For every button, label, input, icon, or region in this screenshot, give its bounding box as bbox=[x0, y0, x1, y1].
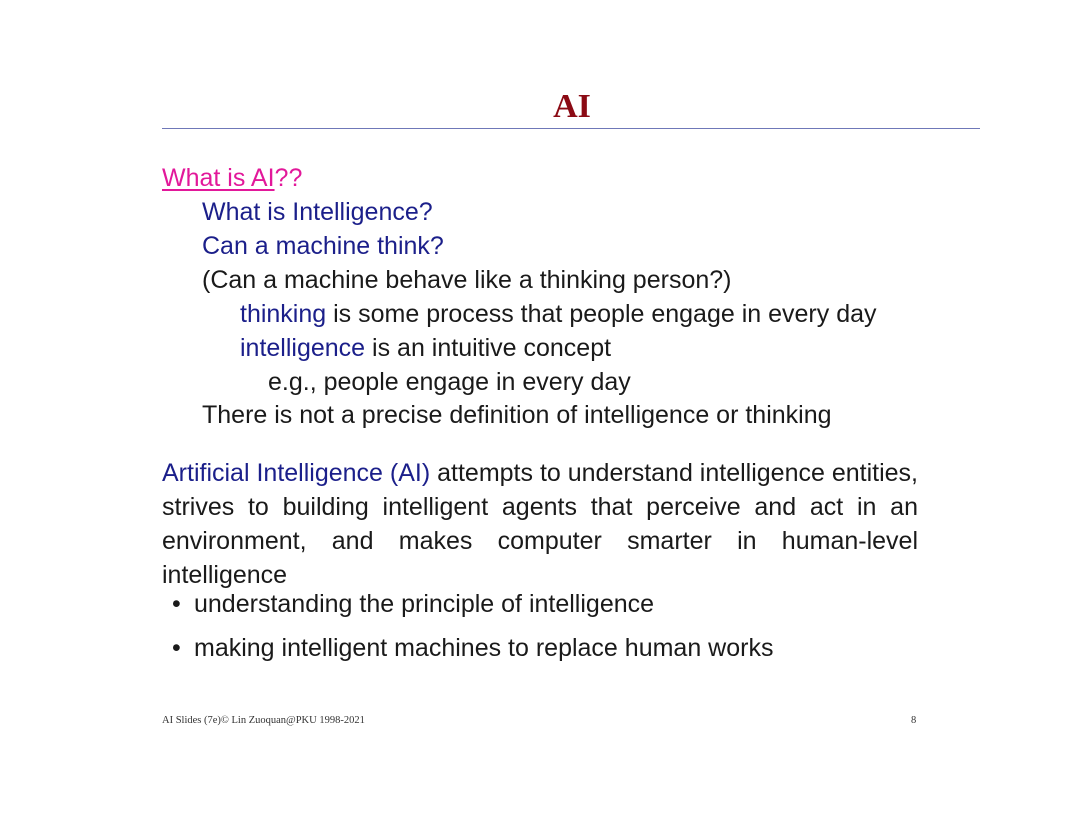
bullet-icon: • bbox=[172, 590, 181, 618]
term-artificial-intelligence: Artificial Intelligence (AI) bbox=[162, 459, 431, 487]
bullet-item bbox=[172, 589, 654, 619]
line-what-is-intelligence: What is Intelligence? bbox=[202, 198, 433, 226]
thinking-desc: is some process that people engage in every day bbox=[326, 300, 877, 328]
line-thinking bbox=[240, 299, 877, 329]
line-can-machine-think: Can a machine think? bbox=[202, 232, 444, 260]
term-intelligence: intelligence bbox=[240, 334, 366, 362]
line-no-precise-definition: There is not a precise definition of intelligence or thinking bbox=[202, 401, 832, 429]
bullet-item bbox=[172, 633, 773, 663]
page-number: 8 bbox=[911, 715, 917, 726]
line-behave-like-person: (Can a machine behave like a thinking person?) bbox=[202, 266, 732, 294]
bullet-text: making intelligent machines to replace human works bbox=[194, 634, 774, 662]
term-thinking: thinking bbox=[240, 300, 327, 328]
question-heading bbox=[162, 163, 302, 193]
bullet-icon: • bbox=[172, 634, 181, 662]
ai-definition-paragraph bbox=[162, 456, 918, 592]
title-divider bbox=[162, 128, 980, 129]
question-link[interactable]: What is AI bbox=[162, 164, 275, 192]
line-example: e.g., people engage in every day bbox=[268, 368, 631, 396]
slide-title: AI bbox=[553, 88, 591, 125]
bullet-text: understanding the principle of intelligence bbox=[194, 590, 655, 618]
footer-credit: AI Slides (7e)© Lin Zuoquan@PKU 1998-2021 bbox=[162, 715, 365, 726]
question-suffix: ?? bbox=[274, 164, 303, 192]
line-intelligence bbox=[240, 333, 611, 363]
definition-text: attempts to understand intelligence entities, strives to building intelligent agents that perceive and act in an environment, and makes computer smarter in human-level intelligence bbox=[162, 459, 918, 589]
intelligence-desc: is an intuitive concept bbox=[365, 334, 612, 362]
